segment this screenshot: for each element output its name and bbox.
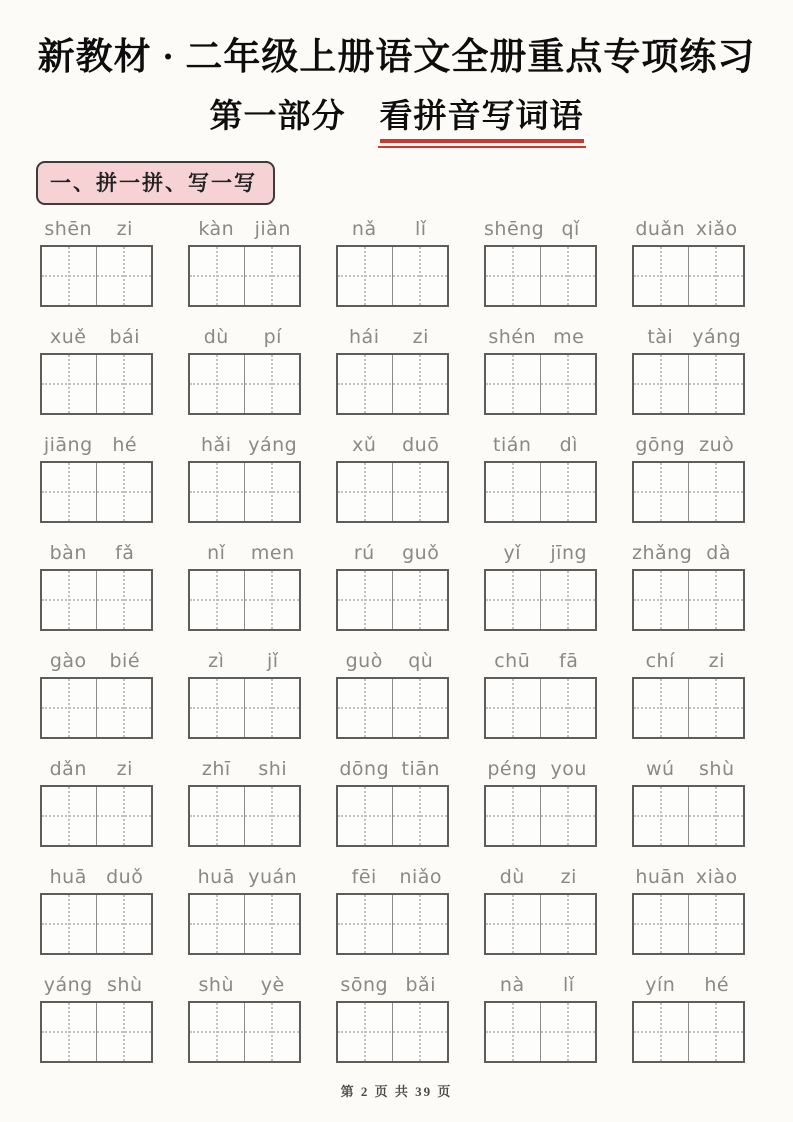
subtitle-underlined-text: 看拼音写词语: [380, 90, 584, 143]
word-group: [632, 431, 745, 523]
writing-cell: [42, 247, 96, 305]
character-writing-box: [336, 893, 449, 955]
writing-cell: [486, 463, 540, 521]
pinyin-syllable: shén: [488, 326, 537, 348]
character-writing-box: [40, 1001, 153, 1063]
pinyin-syllable: duō: [402, 434, 440, 456]
character-writing-box: [632, 245, 745, 307]
character-writing-box: [188, 677, 301, 739]
page-subtitle: [0, 90, 793, 143]
pinyin-label: [188, 971, 301, 1001]
pinyin-syllable: xuě: [50, 326, 87, 348]
character-writing-box: [632, 461, 745, 523]
pinyin-label: [40, 215, 153, 245]
pinyin-label: [632, 971, 745, 1001]
writing-cell: [190, 895, 244, 953]
writing-cell: [338, 787, 392, 845]
pinyin-syllable: jǐ: [266, 650, 279, 672]
writing-cell: [688, 355, 743, 413]
pinyin-syllable: xiǎo: [695, 218, 738, 240]
writing-cell: [96, 895, 151, 953]
word-row: [40, 215, 745, 307]
word-group: [336, 215, 449, 307]
character-writing-box: [336, 461, 449, 523]
word-group: [188, 539, 301, 631]
pinyin-label: [336, 971, 449, 1001]
word-group: [188, 647, 301, 739]
word-group: [40, 755, 153, 847]
writing-cell: [486, 355, 540, 413]
pinyin-label: [336, 539, 449, 569]
pinyin-syllable: dù: [203, 326, 229, 348]
writing-cell: [96, 247, 151, 305]
character-writing-box: [188, 353, 301, 415]
pinyin-label: [40, 647, 153, 677]
character-writing-box: [336, 245, 449, 307]
writing-cell: [634, 247, 688, 305]
pinyin-syllable: me: [553, 326, 585, 348]
pinyin-syllable: tián: [493, 434, 532, 456]
writing-cell: [190, 679, 244, 737]
pinyin-label: [632, 323, 745, 353]
pinyin-syllable: yáng: [692, 326, 742, 348]
pinyin-syllable: hái: [349, 326, 380, 348]
writing-cell: [688, 463, 743, 521]
pinyin-label: [40, 863, 153, 893]
pinyin-label: [188, 647, 301, 677]
word-group: [632, 755, 745, 847]
pinyin-syllable: pí: [263, 326, 282, 348]
writing-cell: [190, 247, 244, 305]
page-title: 新教材 · 二年级上册语文全册重点专项练习: [37, 37, 756, 78]
writing-cell: [42, 895, 96, 953]
writing-cell: [486, 787, 540, 845]
pinyin-syllable: shù: [699, 758, 735, 780]
writing-cell: [540, 355, 595, 413]
pinyin-label: [336, 323, 449, 353]
writing-cell: [688, 571, 743, 629]
writing-cell: [96, 787, 151, 845]
writing-cell: [486, 895, 540, 953]
pinyin-syllable: fǎ: [115, 542, 135, 564]
writing-cell: [42, 679, 96, 737]
character-writing-box: [40, 785, 153, 847]
writing-cell: [96, 679, 151, 737]
writing-cell: [392, 247, 447, 305]
word-group: [632, 863, 745, 955]
writing-cell: [42, 463, 96, 521]
pinyin-syllable: fēi: [351, 866, 377, 888]
word-group: [336, 323, 449, 415]
pinyin-syllable: huān: [635, 866, 686, 888]
pinyin-syllable: zi: [116, 758, 133, 780]
word-row: [40, 755, 745, 847]
word-group: [484, 323, 597, 415]
pinyin-syllable: yè: [260, 974, 285, 996]
pinyin-syllable: nǐ: [207, 542, 226, 564]
writing-cell: [634, 571, 688, 629]
writing-cell: [338, 679, 392, 737]
character-writing-box: [188, 245, 301, 307]
character-writing-box: [484, 569, 597, 631]
pinyin-label: [188, 431, 301, 461]
pinyin-label: [484, 755, 597, 785]
writing-cell: [244, 463, 299, 521]
pinyin-syllable: bié: [109, 650, 141, 672]
pinyin-label: [188, 323, 301, 353]
pinyin-syllable: xǔ: [352, 434, 377, 456]
writing-cell: [540, 571, 595, 629]
writing-cell: [540, 895, 595, 953]
writing-cell: [634, 1003, 688, 1061]
writing-cell: [634, 787, 688, 845]
word-group: [40, 863, 153, 955]
pinyin-syllable: jīng: [550, 542, 588, 564]
pinyin-syllable: huā: [49, 866, 87, 888]
pinyin-syllable: péng: [487, 758, 538, 780]
pinyin-syllable: jiàn: [254, 218, 291, 240]
writing-cell: [486, 1003, 540, 1061]
writing-cell: [190, 463, 244, 521]
word-row: [40, 539, 745, 631]
pinyin-syllable: bàn: [49, 542, 87, 564]
writing-cell: [338, 895, 392, 953]
writing-cell: [190, 787, 244, 845]
character-writing-box: [484, 677, 597, 739]
pinyin-syllable: you: [550, 758, 587, 780]
pinyin-syllable: qǐ: [561, 218, 580, 240]
pinyin-label: [40, 323, 153, 353]
pinyin-syllable: dōng: [339, 758, 390, 780]
pinyin-syllable: lǐ: [414, 218, 427, 240]
writing-cell: [486, 247, 540, 305]
word-row: [40, 323, 745, 415]
writing-cell: [688, 787, 743, 845]
writing-cell: [392, 571, 447, 629]
word-group: [632, 323, 745, 415]
pinyin-syllable: dì: [559, 434, 578, 456]
writing-cell: [244, 355, 299, 413]
writing-cell: [540, 1003, 595, 1061]
character-writing-box: [336, 353, 449, 415]
character-writing-box: [40, 893, 153, 955]
word-group: [336, 755, 449, 847]
pinyin-syllable: duǎn: [635, 218, 686, 240]
writing-cell: [540, 787, 595, 845]
writing-cell: [190, 571, 244, 629]
subtitle-part-label: 第一部分: [209, 99, 346, 135]
pinyin-label: [484, 323, 597, 353]
word-group: [188, 323, 301, 415]
writing-cell: [96, 571, 151, 629]
character-writing-box: [484, 893, 597, 955]
writing-cell: [190, 1003, 244, 1061]
pinyin-syllable: chí: [645, 650, 675, 672]
pinyin-label: [484, 863, 597, 893]
pinyin-syllable: yín: [645, 974, 676, 996]
writing-cell: [42, 355, 96, 413]
writing-cell: [338, 571, 392, 629]
pinyin-label: [188, 863, 301, 893]
pinyin-label: [40, 431, 153, 461]
pinyin-syllable: wú: [645, 758, 675, 780]
writing-cell: [244, 571, 299, 629]
pinyin-label: [336, 431, 449, 461]
pinyin-syllable: duǒ: [106, 866, 144, 888]
word-group: [336, 647, 449, 739]
writing-cell: [688, 895, 743, 953]
character-writing-box: [632, 893, 745, 955]
pinyin-syllable: nà: [499, 974, 525, 996]
word-group: [336, 431, 449, 523]
word-group: [336, 539, 449, 631]
pinyin-label: [188, 539, 301, 569]
word-group: [632, 539, 745, 631]
writing-cell: [392, 787, 447, 845]
pinyin-label: [632, 647, 745, 677]
pinyin-label: [336, 863, 449, 893]
pinyin-syllable: bǎi: [405, 974, 436, 996]
pinyin-syllable: yáng: [248, 434, 298, 456]
writing-cell: [42, 1003, 96, 1061]
character-writing-box: [484, 1001, 597, 1063]
word-group: [40, 971, 153, 1063]
word-group: [40, 323, 153, 415]
pinyin-syllable: men: [250, 542, 295, 564]
word-group: [188, 863, 301, 955]
writing-cell: [540, 247, 595, 305]
pinyin-label: [484, 431, 597, 461]
pinyin-label: [40, 539, 153, 569]
character-writing-box: [632, 1001, 745, 1063]
pinyin-syllable: zì: [208, 650, 225, 672]
pinyin-syllable: kàn: [198, 218, 235, 240]
pinyin-syllable: zuò: [699, 434, 735, 456]
writing-cell: [244, 1003, 299, 1061]
pinyin-label: [632, 755, 745, 785]
pinyin-syllable: guò: [345, 650, 383, 672]
pinyin-label: [40, 755, 153, 785]
writing-cell: [540, 679, 595, 737]
word-group: [484, 863, 597, 955]
character-writing-box: [484, 461, 597, 523]
writing-cell: [634, 463, 688, 521]
pinyin-syllable: jiāng: [43, 434, 93, 456]
character-writing-box: [40, 461, 153, 523]
pinyin-label: [336, 647, 449, 677]
writing-cell: [392, 895, 447, 953]
pinyin-syllable: zi: [708, 650, 725, 672]
word-group: [484, 647, 597, 739]
pinyin-syllable: yuán: [248, 866, 298, 888]
writing-cell: [486, 679, 540, 737]
character-writing-box: [188, 461, 301, 523]
writing-cell: [688, 247, 743, 305]
pinyin-syllable: zhǎng: [632, 542, 693, 564]
writing-cell: [392, 1003, 447, 1061]
writing-cell: [244, 895, 299, 953]
section-header-badge: 一、拼一拼、写一写: [36, 161, 275, 205]
pinyin-syllable: yáng: [43, 974, 93, 996]
character-writing-box: [484, 785, 597, 847]
pinyin-syllable: dà: [706, 542, 731, 564]
pinyin-syllable: qù: [408, 650, 434, 672]
pinyin-label: [484, 215, 597, 245]
pinyin-syllable: bái: [109, 326, 140, 348]
pinyin-label: [632, 215, 745, 245]
pinyin-label: [336, 755, 449, 785]
pinyin-syllable: tiān: [401, 758, 440, 780]
pinyin-syllable: shēn: [44, 218, 93, 240]
word-group: [188, 431, 301, 523]
pinyin-syllable: tài: [647, 326, 674, 348]
pinyin-label: [188, 215, 301, 245]
pinyin-label: [632, 863, 745, 893]
pinyin-syllable: guǒ: [402, 542, 440, 564]
pinyin-syllable: rú: [353, 542, 375, 564]
character-writing-box: [632, 569, 745, 631]
pinyin-syllable: zi: [560, 866, 577, 888]
writing-cell: [392, 463, 447, 521]
pinyin-syllable: zi: [412, 326, 429, 348]
word-group: [632, 215, 745, 307]
character-writing-box: [484, 353, 597, 415]
word-group: [40, 215, 153, 307]
character-writing-box: [632, 677, 745, 739]
pinyin-label: [484, 647, 597, 677]
character-writing-box: [336, 569, 449, 631]
character-writing-box: [336, 677, 449, 739]
pinyin-label: [484, 539, 597, 569]
pinyin-label: [188, 755, 301, 785]
word-row: [40, 863, 745, 955]
word-group: [484, 539, 597, 631]
pinyin-syllable: xiào: [695, 866, 738, 888]
word-group: [484, 971, 597, 1063]
pinyin-syllable: fā: [559, 650, 579, 672]
pinyin-label: [336, 215, 449, 245]
writing-cell: [244, 787, 299, 845]
character-writing-box: [40, 353, 153, 415]
character-writing-box: [632, 785, 745, 847]
character-writing-box: [188, 893, 301, 955]
pinyin-syllable: chū: [494, 650, 531, 672]
character-writing-box: [40, 677, 153, 739]
writing-cell: [338, 1003, 392, 1061]
pinyin-syllable: gōng: [635, 434, 686, 456]
pinyin-syllable: shi: [258, 758, 288, 780]
writing-cell: [96, 355, 151, 413]
writing-cell: [688, 679, 743, 737]
writing-cell: [688, 1003, 743, 1061]
word-group: [188, 971, 301, 1063]
character-writing-box: [632, 353, 745, 415]
character-writing-box: [484, 245, 597, 307]
character-writing-box: [336, 785, 449, 847]
writing-cell: [338, 355, 392, 413]
writing-cell: [96, 463, 151, 521]
word-group: [632, 971, 745, 1063]
writing-cell: [634, 355, 688, 413]
character-writing-box: [40, 245, 153, 307]
character-writing-box: [188, 569, 301, 631]
word-group: [336, 971, 449, 1063]
writing-cell: [540, 463, 595, 521]
pinyin-label: [40, 971, 153, 1001]
pinyin-label: [484, 971, 597, 1001]
writing-cell: [244, 679, 299, 737]
writing-cell: [486, 571, 540, 629]
word-group: [40, 431, 153, 523]
word-group: [632, 647, 745, 739]
pinyin-syllable: zi: [116, 218, 133, 240]
word-group: [188, 215, 301, 307]
character-writing-box: [188, 1001, 301, 1063]
page-number-footer: 第 2 页 共 39 页: [340, 1084, 453, 1099]
pinyin-syllable: hǎi: [201, 434, 232, 456]
pinyin-syllable: nǎ: [351, 218, 377, 240]
word-row: [40, 647, 745, 739]
word-group: [188, 755, 301, 847]
pinyin-syllable: shù: [107, 974, 143, 996]
word-row: [40, 971, 745, 1063]
writing-cell: [42, 571, 96, 629]
writing-cell: [244, 247, 299, 305]
writing-cell: [634, 679, 688, 737]
writing-cell: [96, 1003, 151, 1061]
word-group: [484, 431, 597, 523]
pinyin-syllable: sōng: [340, 974, 389, 996]
pinyin-syllable: dǎn: [49, 758, 87, 780]
pinyin-syllable: shù: [198, 974, 234, 996]
writing-cell: [338, 463, 392, 521]
writing-cell: [634, 895, 688, 953]
writing-cell: [338, 247, 392, 305]
word-grid: [0, 215, 793, 1063]
word-group: [484, 755, 597, 847]
writing-cell: [392, 679, 447, 737]
pinyin-syllable: yǐ: [503, 542, 522, 564]
writing-cell: [42, 787, 96, 845]
pinyin-label: [632, 539, 745, 569]
word-group: [336, 863, 449, 955]
character-writing-box: [336, 1001, 449, 1063]
pinyin-syllable: huā: [197, 866, 235, 888]
word-group: [484, 215, 597, 307]
writing-cell: [392, 355, 447, 413]
pinyin-label: [632, 431, 745, 461]
character-writing-box: [40, 569, 153, 631]
writing-cell: [190, 355, 244, 413]
pinyin-syllable: hé: [112, 434, 138, 456]
word-group: [40, 539, 153, 631]
pinyin-syllable: hé: [704, 974, 730, 996]
pinyin-syllable: gào: [49, 650, 87, 672]
word-row: [40, 431, 745, 523]
character-writing-box: [188, 785, 301, 847]
pinyin-syllable: niǎo: [399, 866, 443, 888]
pinyin-syllable: shēng: [484, 218, 545, 240]
pinyin-syllable: zhī: [201, 758, 231, 780]
word-group: [40, 647, 153, 739]
pinyin-syllable: lǐ: [562, 974, 575, 996]
pinyin-syllable: dù: [499, 866, 525, 888]
